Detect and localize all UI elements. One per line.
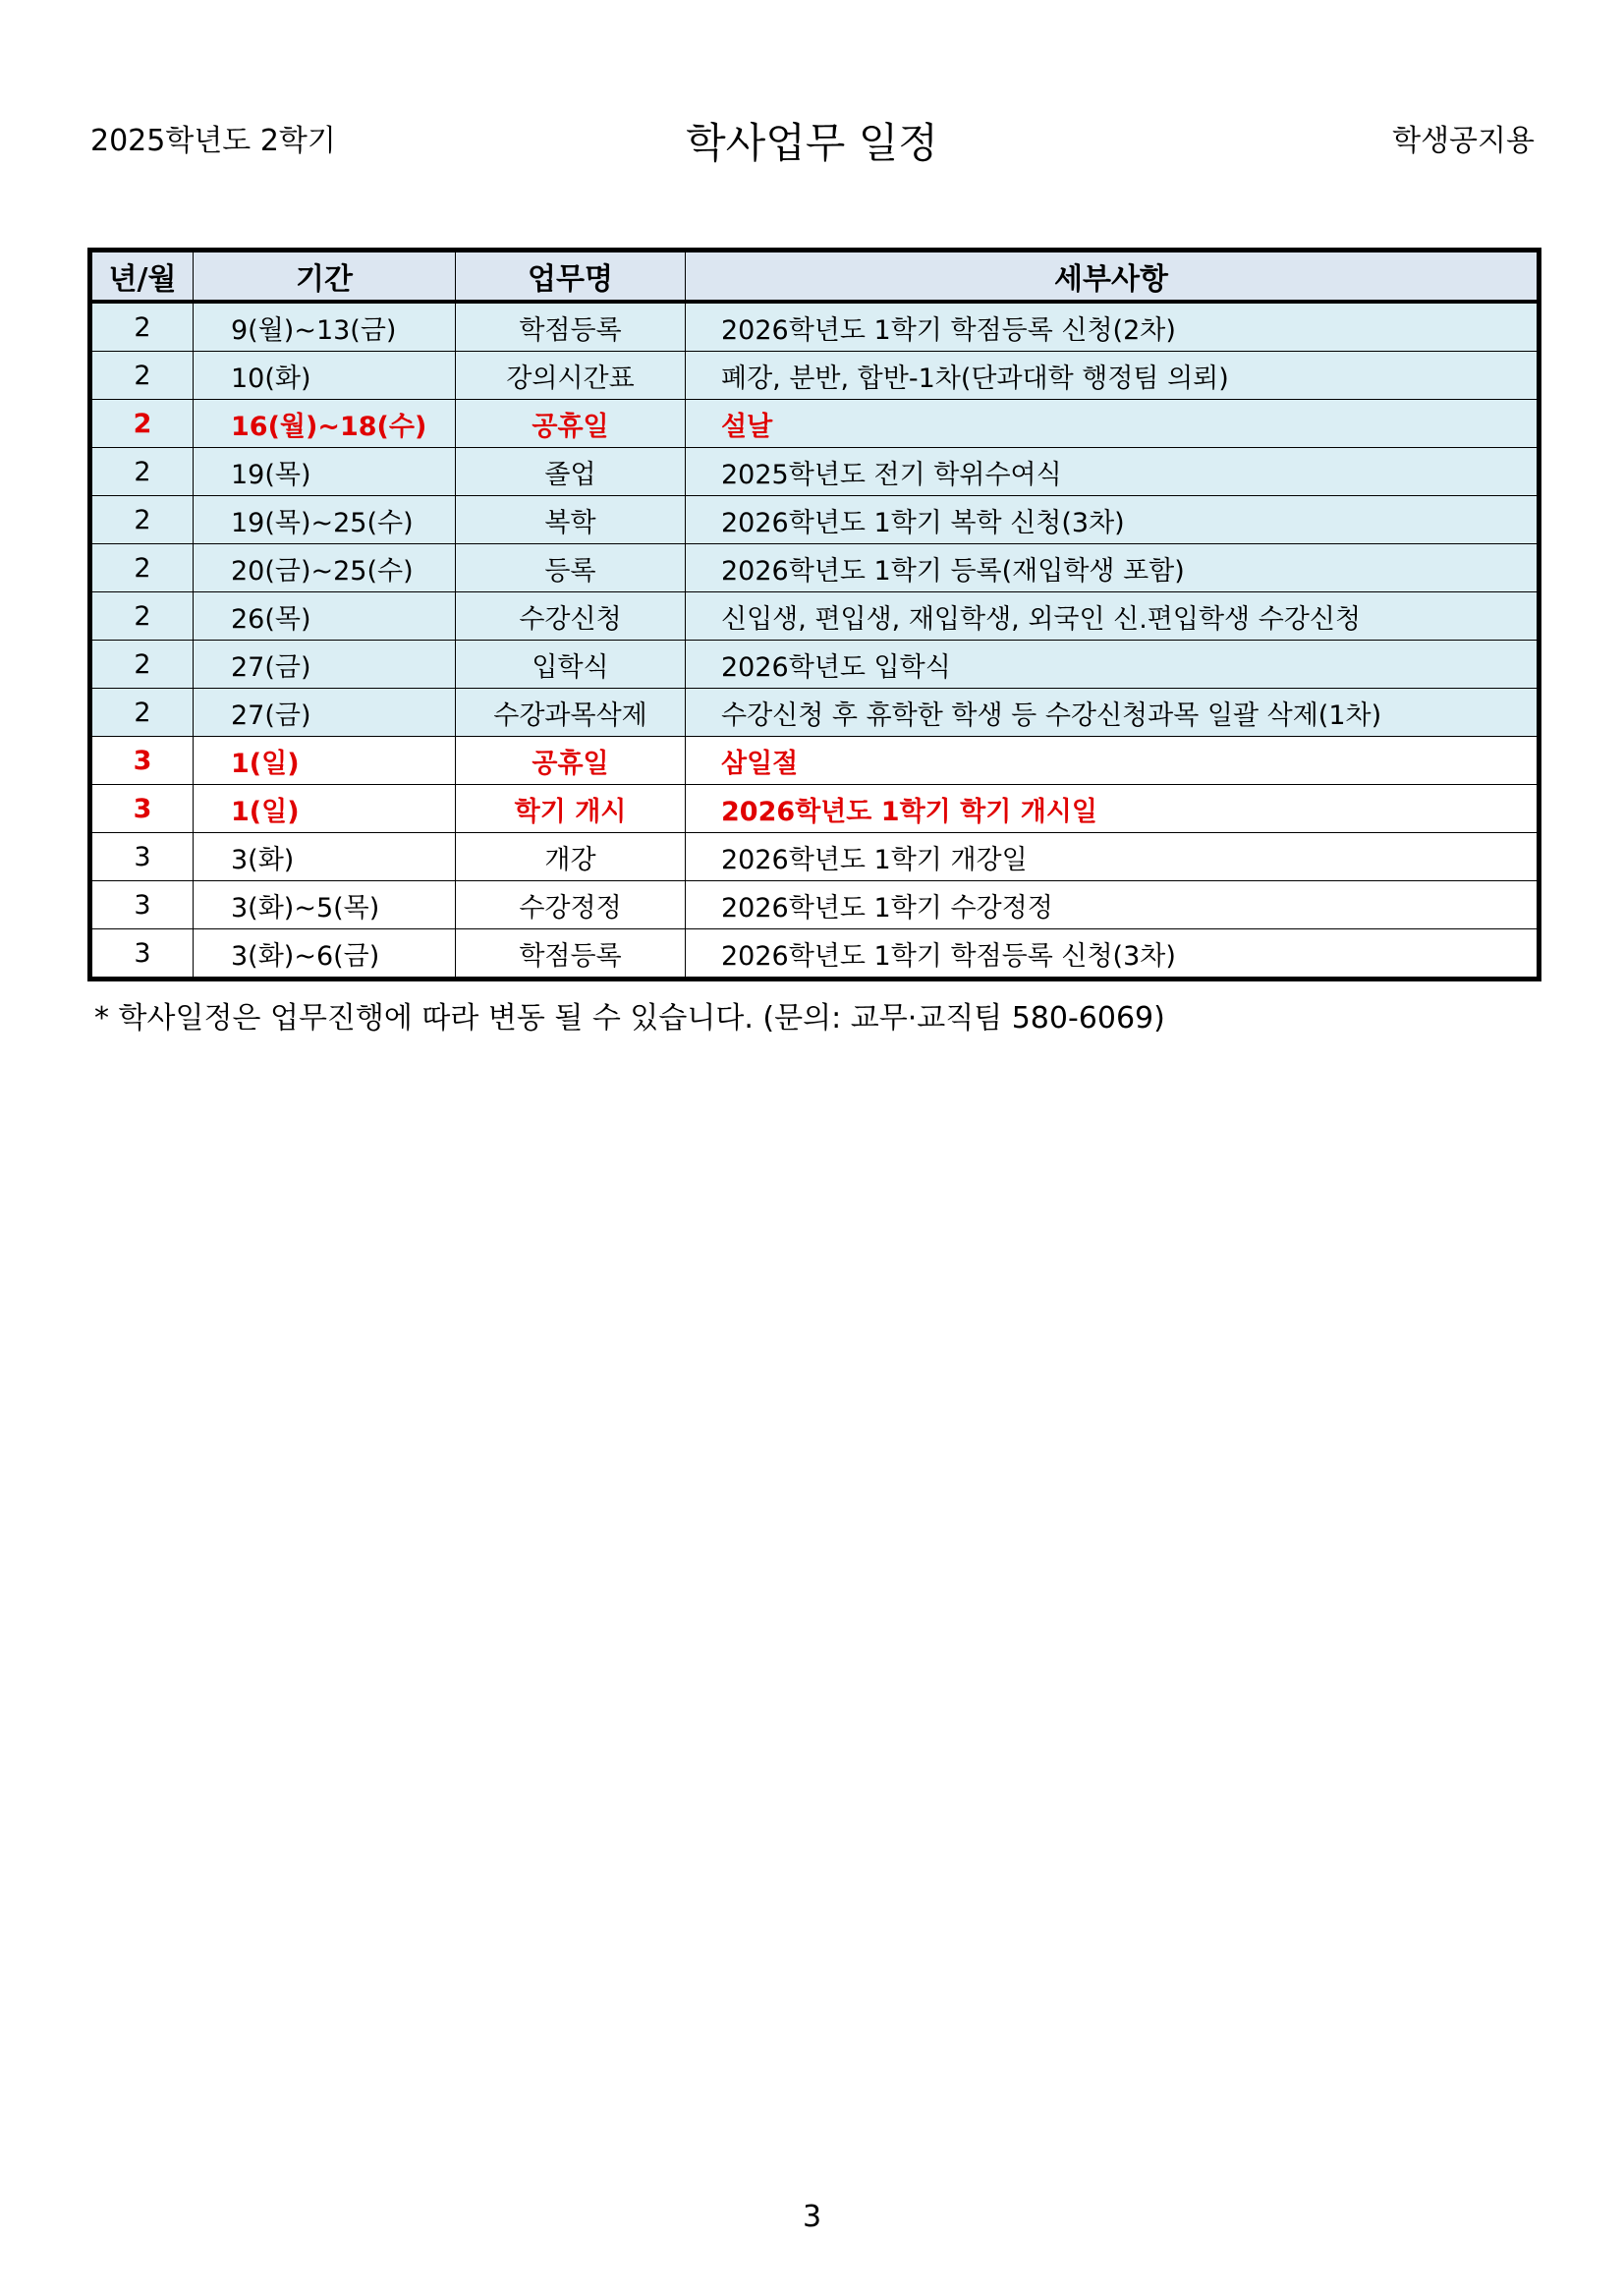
cell-year-month: 2: [90, 689, 194, 737]
cell-detail: 2026학년도 1학기 학점등록 신청(3차): [686, 929, 1540, 980]
cell-task: 개강: [456, 833, 686, 881]
header-row: [90, 251, 1540, 303]
cell-task: 강의시간표: [456, 352, 686, 400]
cell-year-month: 2: [90, 400, 194, 448]
table-row: [90, 737, 1540, 785]
cell-detail: 수강신청 후 휴학한 학생 등 수강신청과목 일괄 삭제(1차): [686, 689, 1540, 737]
cell-task: 공휴일: [456, 737, 686, 785]
cell-detail: 2025학년도 전기 학위수여식: [686, 448, 1540, 496]
column-header-year-month: 년/월: [90, 251, 194, 303]
cell-period: 20(금)~25(수): [194, 544, 456, 592]
cell-year-month: 3: [90, 833, 194, 881]
table-row: [90, 496, 1540, 544]
table-row: [90, 689, 1540, 737]
cell-task: 수강신청: [456, 592, 686, 641]
column-header-period: 기간: [194, 251, 456, 303]
cell-task: 등록: [456, 544, 686, 592]
cell-year-month: 2: [90, 544, 194, 592]
table-row: [90, 302, 1540, 352]
cell-year-month: 3: [90, 881, 194, 929]
cell-detail: 폐강, 분반, 합반-1차(단과대학 행정팀 의뢰): [686, 352, 1540, 400]
cell-detail: 2026학년도 1학기 수강정정: [686, 881, 1540, 929]
cell-task: 학점등록: [456, 302, 686, 352]
cell-detail: 2026학년도 1학기 등록(재입학생 포함): [686, 544, 1540, 592]
cell-year-month: 2: [90, 448, 194, 496]
cell-detail: 2026학년도 1학기 학점등록 신청(2차): [686, 302, 1540, 352]
table-header: [90, 251, 1540, 303]
cell-detail: 2026학년도 입학식: [686, 641, 1540, 689]
cell-period: 1(일): [194, 785, 456, 833]
cell-task: 졸업: [456, 448, 686, 496]
cell-period: 1(일): [194, 737, 456, 785]
footnote: * 학사일정은 업무진행에 따라 변동 될 수 있습니다. (문의: 교무·교직팀 580-6069): [94, 1001, 1165, 1036]
cell-period: 26(목): [194, 592, 456, 641]
page-number: 3: [802, 2200, 822, 2234]
cell-period: 3(화)~5(목): [194, 881, 456, 929]
cell-task: 수강과목삭제: [456, 689, 686, 737]
cell-year-month: 3: [90, 785, 194, 833]
cell-task: 입학식: [456, 641, 686, 689]
cell-period: 27(금): [194, 689, 456, 737]
cell-period: 9(월)~13(금): [194, 302, 456, 352]
cell-period: 3(화): [194, 833, 456, 881]
cell-year-month: 2: [90, 352, 194, 400]
table-row: [90, 833, 1540, 881]
cell-detail: 2026학년도 1학기 학기 개시일: [686, 785, 1540, 833]
cell-detail: 2026학년도 1학기 복학 신청(3차): [686, 496, 1540, 544]
column-header-task: 업무명: [456, 251, 686, 303]
table-row: [90, 400, 1540, 448]
cell-year-month: 2: [90, 592, 194, 641]
cell-task: 학점등록: [456, 929, 686, 980]
cell-period: 16(월)~18(수): [194, 400, 456, 448]
cell-detail: 2026학년도 1학기 개강일: [686, 833, 1540, 881]
cell-task: 수강정정: [456, 881, 686, 929]
page-title: 학사업무 일정: [686, 119, 938, 167]
table-row: [90, 544, 1540, 592]
cell-detail: 신입생, 편입생, 재입학생, 외국인 신.편입학생 수강신청: [686, 592, 1540, 641]
cell-year-month: 3: [90, 737, 194, 785]
table-row: [90, 592, 1540, 641]
audience-label: 학생공지용: [1392, 124, 1535, 158]
cell-year-month: 2: [90, 641, 194, 689]
cell-period: 3(화)~6(금): [194, 929, 456, 980]
cell-period: 19(목)~25(수): [194, 496, 456, 544]
cell-period: 19(목): [194, 448, 456, 496]
cell-task: 복학: [456, 496, 686, 544]
table-body: [90, 302, 1540, 980]
cell-year-month: 2: [90, 302, 194, 352]
schedule-table: [87, 248, 1541, 981]
table-row: [90, 352, 1540, 400]
table-row: [90, 881, 1540, 929]
cell-period: 27(금): [194, 641, 456, 689]
column-header-detail: 세부사항: [686, 251, 1540, 303]
cell-year-month: 3: [90, 929, 194, 980]
cell-period: 10(화): [194, 352, 456, 400]
table-row: [90, 929, 1540, 980]
cell-task: 학기 개시: [456, 785, 686, 833]
cell-task: 공휴일: [456, 400, 686, 448]
semester-label: 2025학년도 2학기: [90, 124, 336, 158]
cell-detail: 삼일절: [686, 737, 1540, 785]
table-row: [90, 641, 1540, 689]
table-row: [90, 785, 1540, 833]
table-row: [90, 448, 1540, 496]
cell-detail: 설날: [686, 400, 1540, 448]
cell-year-month: 2: [90, 496, 194, 544]
